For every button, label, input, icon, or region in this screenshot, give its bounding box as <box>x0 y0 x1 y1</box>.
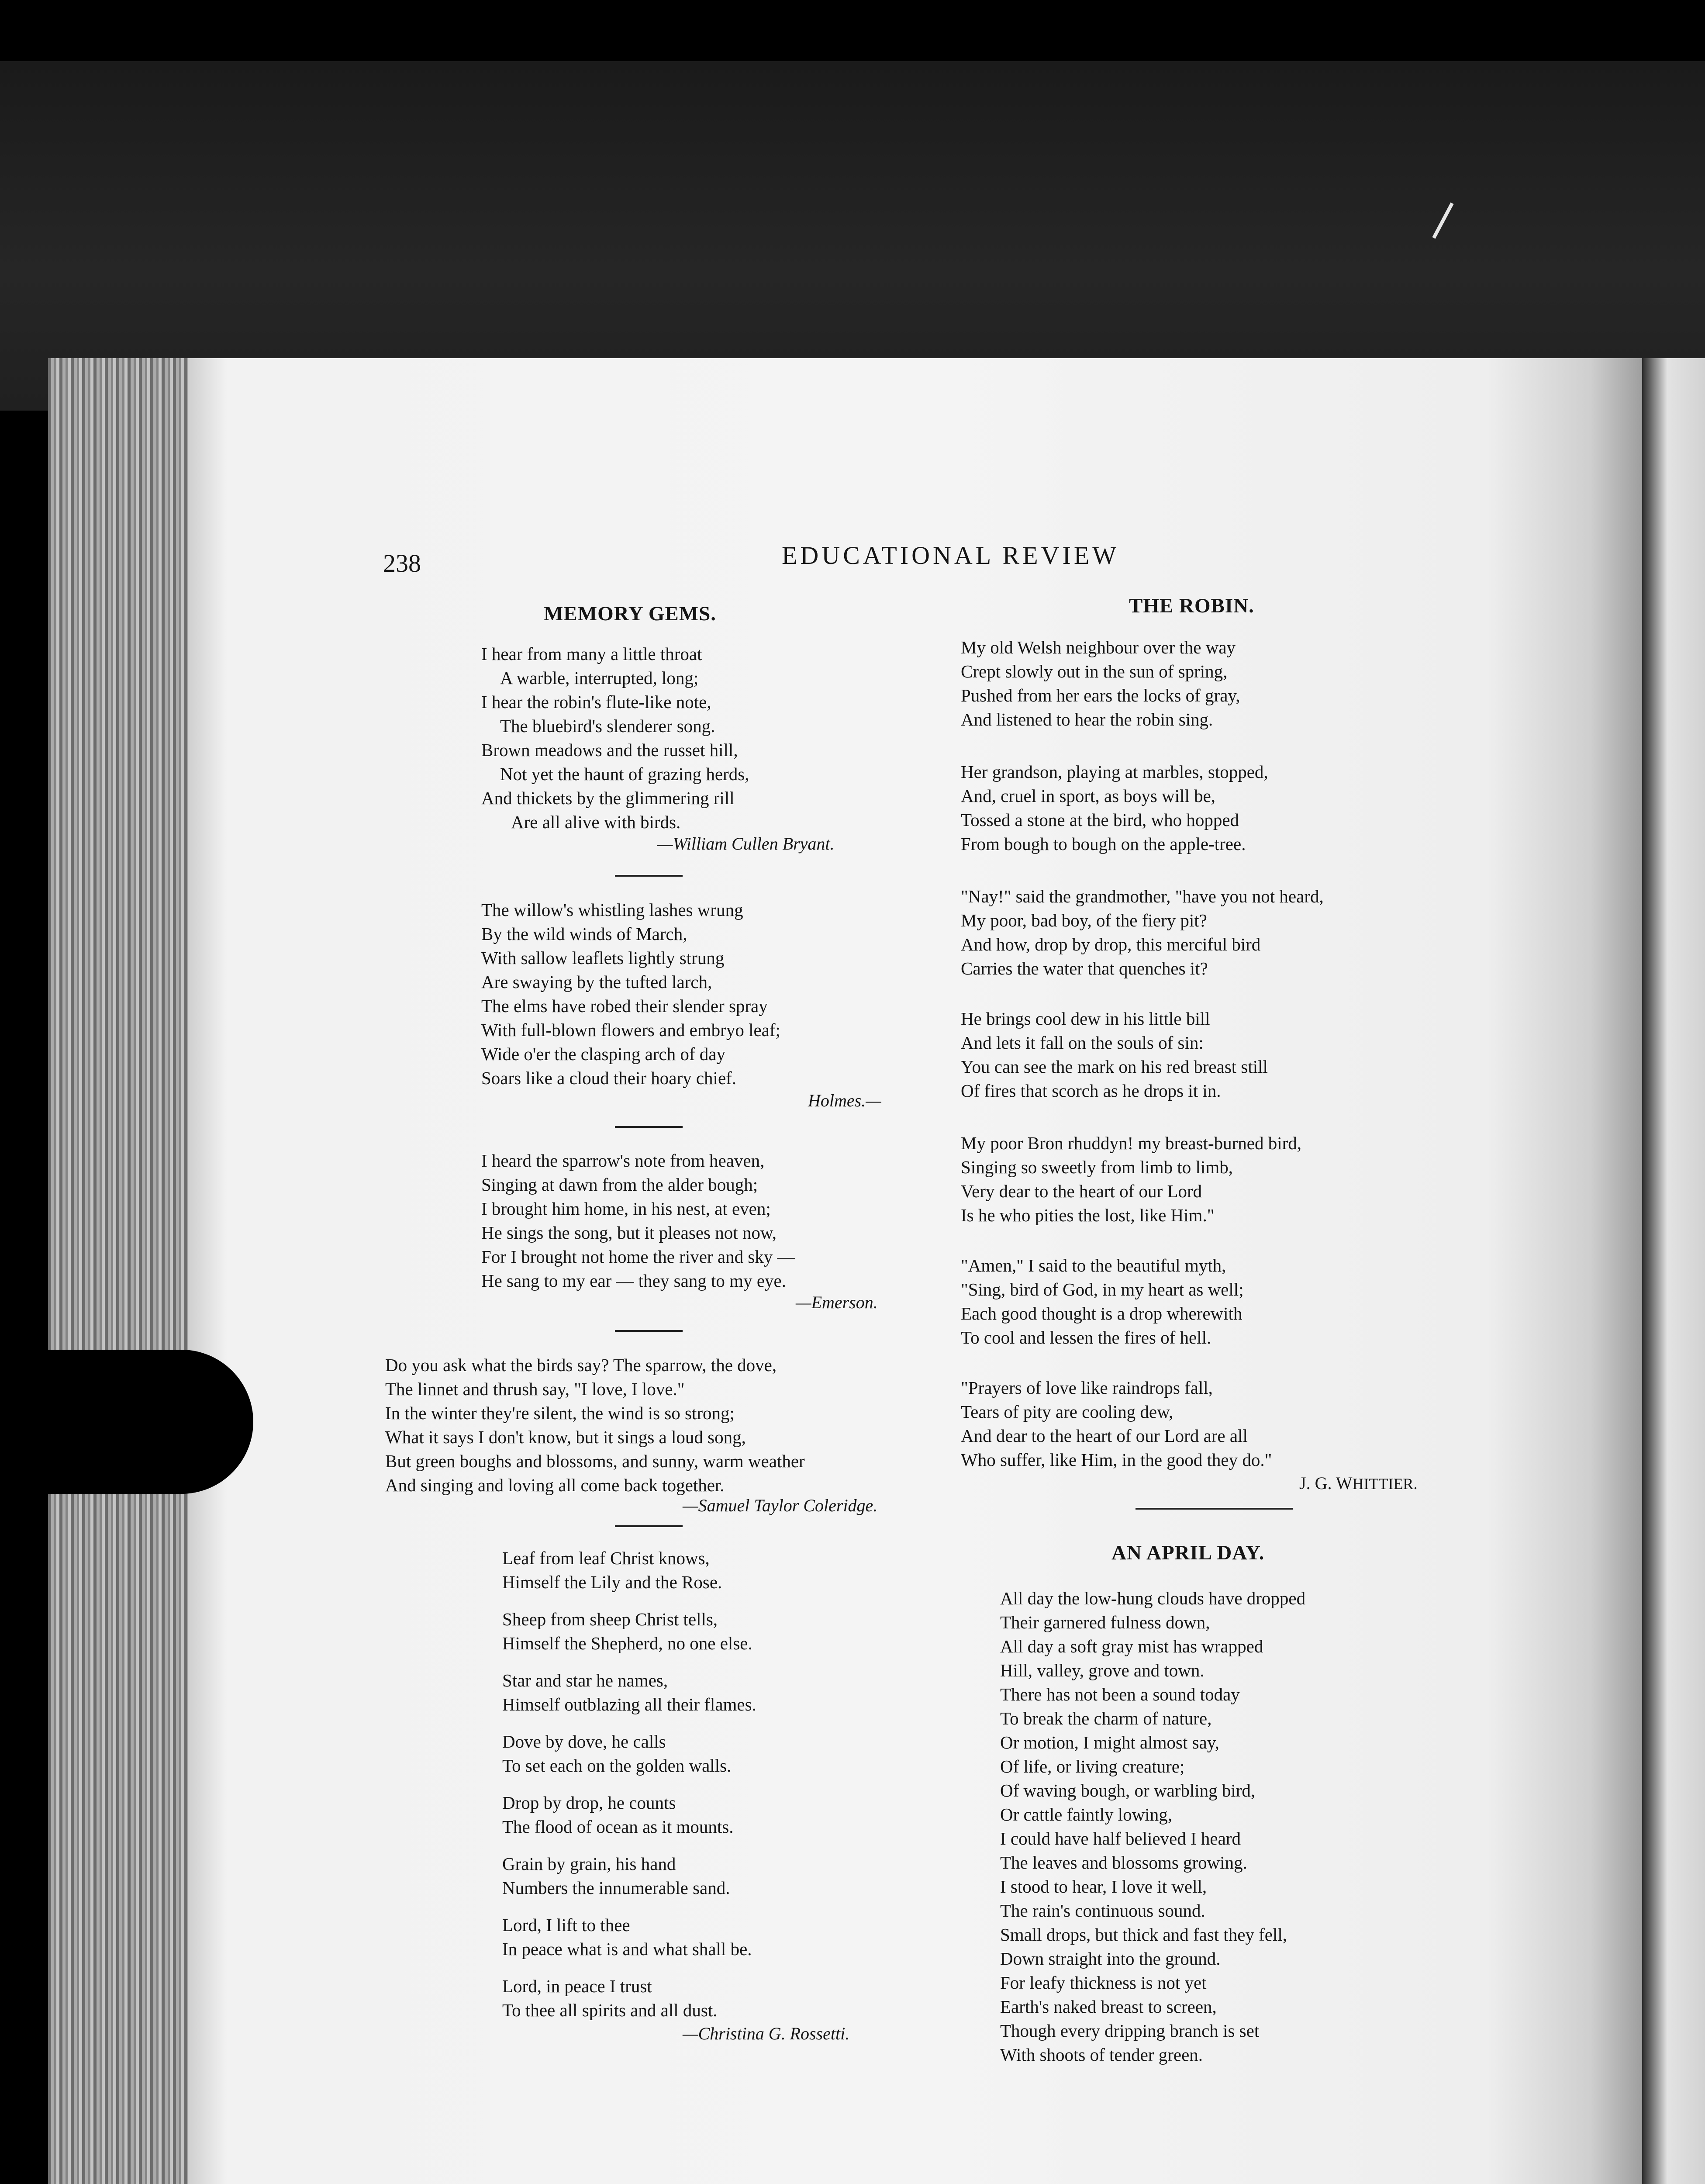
section-divider <box>615 1330 683 1332</box>
page-number: 238 <box>383 549 421 577</box>
section-divider <box>615 875 683 877</box>
poem-line: The elms have robed their slender spray <box>481 996 768 1016</box>
poem-line: From bough to bough on the apple-tree. <box>961 834 1246 854</box>
poem-line: But green boughs and blossoms, and sunny, warm weather <box>385 1451 805 1471</box>
coleridge-attribution: —Samuel Taylor Coleridge. <box>683 1496 878 1515</box>
poem-line: Their garnered fulness down, <box>1000 1612 1210 1632</box>
running-head: EDUCATIONAL REVIEW <box>782 541 1120 570</box>
poem-line: And listened to hear the robin sing. <box>961 709 1213 729</box>
poem-line: Very dear to the heart of our Lord <box>961 1181 1202 1201</box>
poem-line: Are all alive with birds. <box>511 812 681 832</box>
poem-line: I stood to hear, I love it well, <box>1000 1876 1207 1897</box>
poem-line: Of life, or living creature; <box>1000 1756 1185 1776</box>
poem-line: Dove by dove, he calls <box>502 1731 666 1752</box>
poem-line: Singing at dawn from the alder bough; <box>481 1175 758 1195</box>
poem-line: In the winter they're silent, the wind is so strong; <box>385 1403 735 1423</box>
attribution-smallcaps: HITTIER. <box>1352 1475 1418 1493</box>
photo-top-shadow <box>0 0 1705 61</box>
poem-line: Tossed a stone at the bird, who hopped <box>961 810 1239 830</box>
poem-line: For I brought not home the river and sky — <box>481 1247 795 1267</box>
poem-line: You can see the mark on his red breast still <box>961 1057 1268 1077</box>
poem-line: Soars like a cloud their hoary chief. <box>481 1068 737 1088</box>
bryant-attribution: —William Cullen Bryant. <box>657 834 835 854</box>
poem-line: The leaves and blossoms growing. <box>1000 1852 1247 1873</box>
poem-line: Carries the water that quenches it? <box>961 958 1208 978</box>
poem-line: Grain by grain, his hand <box>502 1854 676 1874</box>
poem-line: Star and star he names, <box>502 1670 668 1690</box>
poem-line: Not yet the haunt of grazing herds, <box>500 764 749 784</box>
poem-line: With full-blown flowers and embryo leaf; <box>481 1020 780 1040</box>
poem-line: Hill, valley, grove and town. <box>1000 1660 1205 1680</box>
poem-line: And how, drop by drop, this merciful bird <box>961 934 1261 954</box>
emerson-attribution: —Emerson. <box>796 1292 878 1312</box>
poem-line: To cool and lessen the fires of hell. <box>961 1327 1211 1348</box>
poem-line: My poor, bad boy, of the fiery pit? <box>961 910 1207 930</box>
poem-line: And singing and loving all come back together. <box>385 1475 725 1495</box>
poem-line: By the wild winds of March, <box>481 924 687 944</box>
poem-line: The flood of ocean as it mounts. <box>502 1817 734 1837</box>
poem-line: And, cruel in sport, as boys will be, <box>961 786 1216 806</box>
poem-line: Crept slowly out in the sun of spring, <box>961 661 1228 681</box>
poem-line: Lord, I lift to thee <box>502 1915 630 1935</box>
poem-line: Or motion, I might almost say, <box>1000 1732 1219 1752</box>
poem-line: I could have half believed I heard <box>1000 1828 1241 1849</box>
poem-line: I hear the robin's flute-like note, <box>481 692 711 712</box>
poem-line: Himself outblazing all their flames. <box>502 1694 756 1714</box>
poem-line: Are swaying by the tufted larch, <box>481 972 712 992</box>
rossetti-attribution: —Christina G. Rossetti. <box>683 2024 850 2043</box>
poem-line: He sings the song, but it pleases not now, <box>481 1223 777 1243</box>
poem-line: Is he who pities the lost, like Him." <box>961 1205 1215 1225</box>
poem-line: The linnet and thrush say, "I love, I love." <box>385 1379 685 1399</box>
poem-line: My poor Bron rhuddyn! my breast-burned bird, <box>961 1133 1302 1153</box>
poem-line: Numbers the innumerable sand. <box>502 1878 730 1898</box>
poem-line: "Sing, bird of God, in my heart as well; <box>961 1279 1244 1299</box>
poem-line: Sheep from sheep Christ tells, <box>502 1609 718 1629</box>
holmes-attribution: Holmes.— <box>808 1091 881 1110</box>
poem-line: Drop by drop, he counts <box>502 1793 676 1813</box>
poem-line: With shoots of tender green. <box>1000 2045 1203 2065</box>
whittier-attribution <box>1299 1473 1417 1493</box>
poem-line: To thee all spirits and all dust. <box>502 2000 718 2020</box>
poem-line: Of fires that scorch as he drops it in. <box>961 1081 1221 1101</box>
poem-line: I brought him home, in his nest, at even; <box>481 1199 771 1219</box>
section-divider <box>1136 1508 1293 1510</box>
poem-line: "Amen," I said to the beautiful myth, <box>961 1255 1226 1275</box>
poem-line: And lets it fall on the souls of sin: <box>961 1033 1204 1053</box>
poem-line: And dear to the heart of our Lord are all <box>961 1426 1248 1446</box>
poem-line: What it says I don't know, but it sings a loud song, <box>385 1427 746 1447</box>
poem-line: All day the low-hung clouds have dropped <box>1000 1588 1306 1608</box>
poem-line: With sallow leaflets lightly strung <box>481 948 725 968</box>
poem-line: Though every dripping branch is set <box>1000 2021 1260 2041</box>
poem-line: Himself the Lily and the Rose. <box>502 1572 722 1592</box>
poem-line: There has not been a sound today <box>1000 1684 1240 1704</box>
memory-gems-title: MEMORY GEMS. <box>544 602 717 625</box>
poem-line: The bluebird's slenderer song. <box>500 716 715 736</box>
poem-line: Small drops, but thick and fast they fell, <box>1000 1925 1287 1945</box>
poem-line: "Prayers of love like raindrops fall, <box>961 1378 1213 1398</box>
section-divider <box>615 1126 683 1128</box>
poem-line: Leaf from leaf Christ knows, <box>502 1548 710 1568</box>
poem-line: Tears of pity are cooling dew, <box>961 1402 1173 1422</box>
poem-line: To break the charm of nature, <box>1000 1708 1212 1728</box>
poem-line: My old Welsh neighbour over the way <box>961 637 1236 657</box>
facing-page-edge <box>1642 358 1705 2184</box>
poem-line: Himself the Shepherd, no one else. <box>502 1633 752 1653</box>
poem-line: A warble, interrupted, long; <box>500 668 699 688</box>
attribution-initials: J. G. W <box>1299 1473 1353 1493</box>
poem-line: Each good thought is a drop wherewith <box>961 1303 1243 1324</box>
poem-line: Lord, in peace I trust <box>502 1976 652 1996</box>
poem-line: Earth's naked breast to screen, <box>1000 1997 1217 2017</box>
poem-line: Brown meadows and the russet hill, <box>481 740 738 760</box>
poem-line: To set each on the golden walls. <box>502 1755 732 1776</box>
page-stack-edge <box>48 358 197 2184</box>
poem-line: The rain's continuous sound. <box>1000 1901 1205 1921</box>
poem-line: "Nay!" said the grandmother, "have you not heard, <box>961 886 1324 906</box>
poem-line: Wide o'er the clasping arch of day <box>481 1044 726 1064</box>
poem-line: In peace what is and what shall be. <box>502 1939 752 1959</box>
poem-line: All day a soft gray mist has wrapped <box>1000 1636 1263 1656</box>
poem-line: He brings cool dew in his little bill <box>961 1009 1210 1029</box>
poem-line: I hear from many a little throat <box>481 644 702 664</box>
poem-line: Down straight into the ground. <box>1000 1949 1221 1969</box>
poem-line: I heard the sparrow's note from heaven, <box>481 1151 765 1171</box>
poem-line: Or cattle faintly lowing, <box>1000 1804 1172 1825</box>
poem-line: Do you ask what the birds say? The sparrow, the dove, <box>385 1355 777 1375</box>
book-page <box>188 358 1664 2184</box>
poem-line: For leafy thickness is not yet <box>1000 1973 1207 1993</box>
thumb-shadow <box>0 1350 253 1494</box>
poem-line: He sang to my ear — they sang to my eye. <box>481 1271 786 1291</box>
poem-line: Pushed from her ears the locks of gray, <box>961 685 1240 705</box>
robin-title: THE ROBIN. <box>1129 594 1254 617</box>
poem-line: And thickets by the glimmering rill <box>481 788 735 808</box>
poem-line: The willow's whistling lashes wrung <box>481 900 743 920</box>
poem-line: Singing so sweetly from limb to limb, <box>961 1157 1233 1177</box>
section-divider <box>615 1525 683 1527</box>
april-day-title: AN APRIL DAY. <box>1111 1541 1265 1564</box>
poem-line: Who suffer, like Him, in the good they do." <box>961 1450 1272 1470</box>
poem-line: Her grandson, playing at marbles, stopped, <box>961 762 1268 782</box>
poem-line: Of waving bough, or warbling bird, <box>1000 1780 1256 1800</box>
